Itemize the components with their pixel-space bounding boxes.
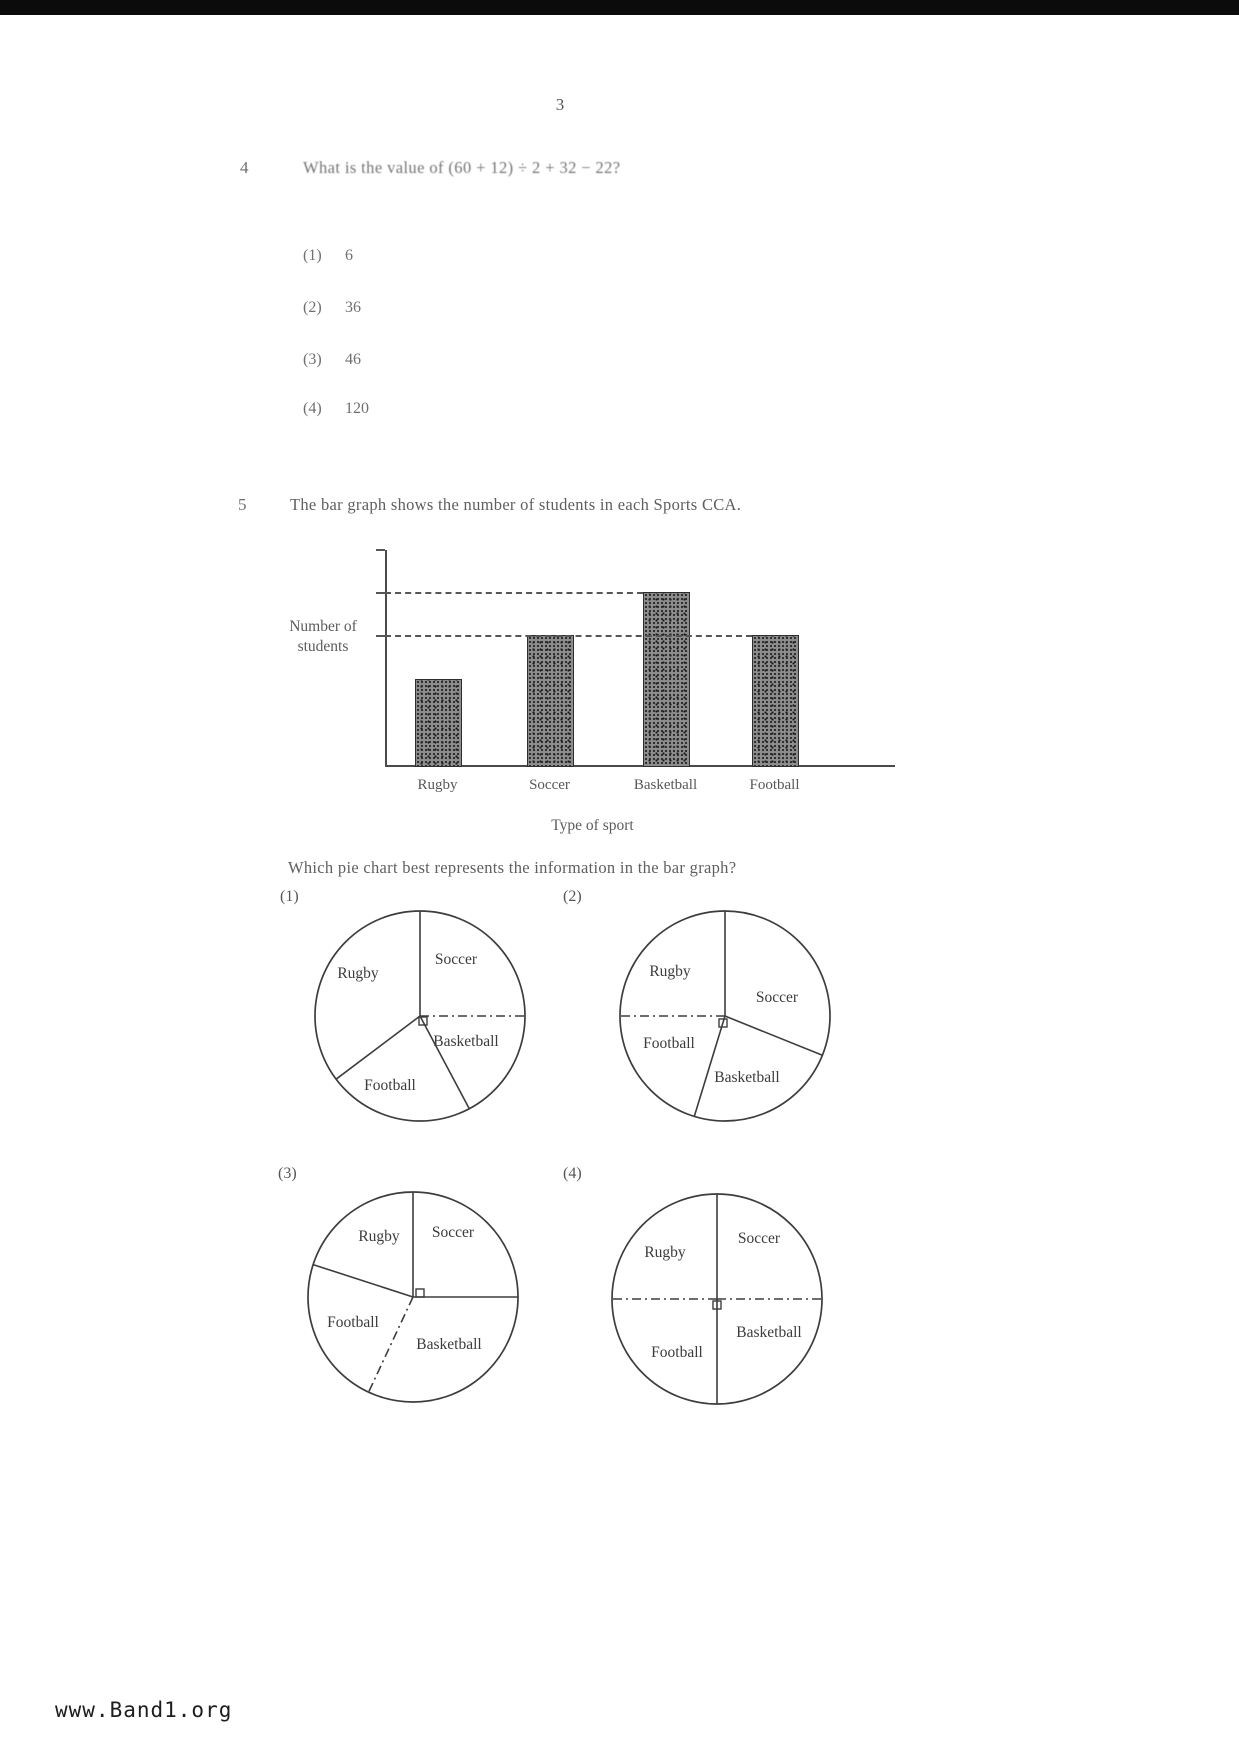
- y-axis-tick: [376, 592, 385, 594]
- pie-sector-label: Soccer: [434, 951, 478, 968]
- pie-sector-label: Football: [364, 1077, 416, 1094]
- scan-artifact-strip: [0, 0, 1239, 15]
- option-value: 6: [345, 247, 353, 264]
- bar-rugby: [415, 679, 462, 768]
- pie-sector-label: Rugby: [644, 1244, 686, 1261]
- answer-option: [303, 299, 603, 317]
- bar-basketball: [643, 592, 690, 767]
- pie-sector-label: Soccer: [737, 1230, 781, 1247]
- pie-sector-label: Rugby: [337, 965, 379, 982]
- pie-question-text: Which pie chart best represents the information in the bar graph?: [288, 858, 737, 877]
- question-text: What is the value of (60 + 12) ÷ 2 + 32 − 22?: [303, 158, 621, 177]
- pie-divider: [694, 1016, 725, 1116]
- dashed-gridline: [385, 592, 643, 594]
- answer-option: [303, 351, 603, 369]
- question-number: 4: [240, 158, 249, 177]
- pie-sector-label: Rugby: [358, 1228, 400, 1245]
- y-axis-tick: [376, 635, 385, 637]
- pie-sector-label: Football: [327, 1314, 379, 1331]
- question-number: 5: [238, 495, 247, 514]
- pie-divider-dashed: [369, 1297, 413, 1392]
- option-label: (3): [303, 351, 322, 368]
- pie-divider: [725, 1016, 822, 1055]
- pie-chart-3: [293, 1177, 533, 1417]
- page-number: 3: [555, 95, 565, 114]
- pie-option-label: (2): [563, 888, 582, 905]
- pie-sector-label: Basketball: [433, 1033, 499, 1050]
- pie-sector-label: Basketball: [416, 1336, 482, 1353]
- option-value: 120: [345, 400, 369, 417]
- pie-chart-2: [605, 896, 845, 1136]
- pie-option-3: [278, 1165, 578, 1435]
- bar-chart: [280, 545, 920, 855]
- pie-divider: [336, 1016, 420, 1079]
- option-value: 46: [345, 351, 361, 368]
- pie-sector-label: Football: [651, 1344, 703, 1361]
- pie-option-label: (3): [278, 1165, 297, 1182]
- answer-option: [303, 247, 603, 265]
- y-axis-label: Number of students: [289, 618, 357, 656]
- pie-sector-label: Soccer: [431, 1224, 475, 1241]
- pie-option-4: [563, 1165, 863, 1435]
- y-axis-tick: [376, 549, 385, 551]
- bar-category-label: Basketball: [633, 777, 698, 793]
- dashed-gridline: [385, 635, 752, 637]
- bar-soccer: [527, 635, 574, 767]
- pie-sector-label: Rugby: [649, 963, 691, 980]
- option-value: 36: [345, 299, 361, 316]
- bar-football: [752, 635, 799, 767]
- option-label: (4): [303, 400, 322, 417]
- pie-chart-1: [300, 896, 540, 1136]
- option-label: (1): [303, 247, 322, 264]
- x-axis-title: Type of sport: [551, 817, 634, 834]
- pie-chart-4: [597, 1179, 837, 1419]
- bar-category-label: Rugby: [417, 777, 458, 793]
- pie-option-label: (1): [280, 888, 299, 905]
- site-watermark: www.Band1.org: [55, 1698, 233, 1722]
- pie-sector-label: Soccer: [755, 989, 799, 1006]
- pie-option-1: [280, 888, 580, 1158]
- pie-sector-label: Basketball: [736, 1324, 802, 1341]
- pie-option-2: [563, 888, 863, 1158]
- bar-category-label: Soccer: [529, 777, 570, 793]
- question-intro-text: The bar graph shows the number of students in each Sports CCA.: [290, 495, 742, 514]
- right-angle-mark: [416, 1289, 424, 1297]
- pie-divider: [420, 1016, 469, 1109]
- pie-option-label: (4): [563, 1165, 582, 1182]
- bar-category-label: Football: [749, 777, 800, 793]
- y-axis: [385, 550, 387, 765]
- answer-option: [303, 400, 603, 418]
- pie-sector-label: Basketball: [714, 1069, 780, 1086]
- pie-divider: [313, 1265, 413, 1297]
- option-label: (2): [303, 299, 322, 316]
- pie-sector-label: Football: [643, 1035, 695, 1052]
